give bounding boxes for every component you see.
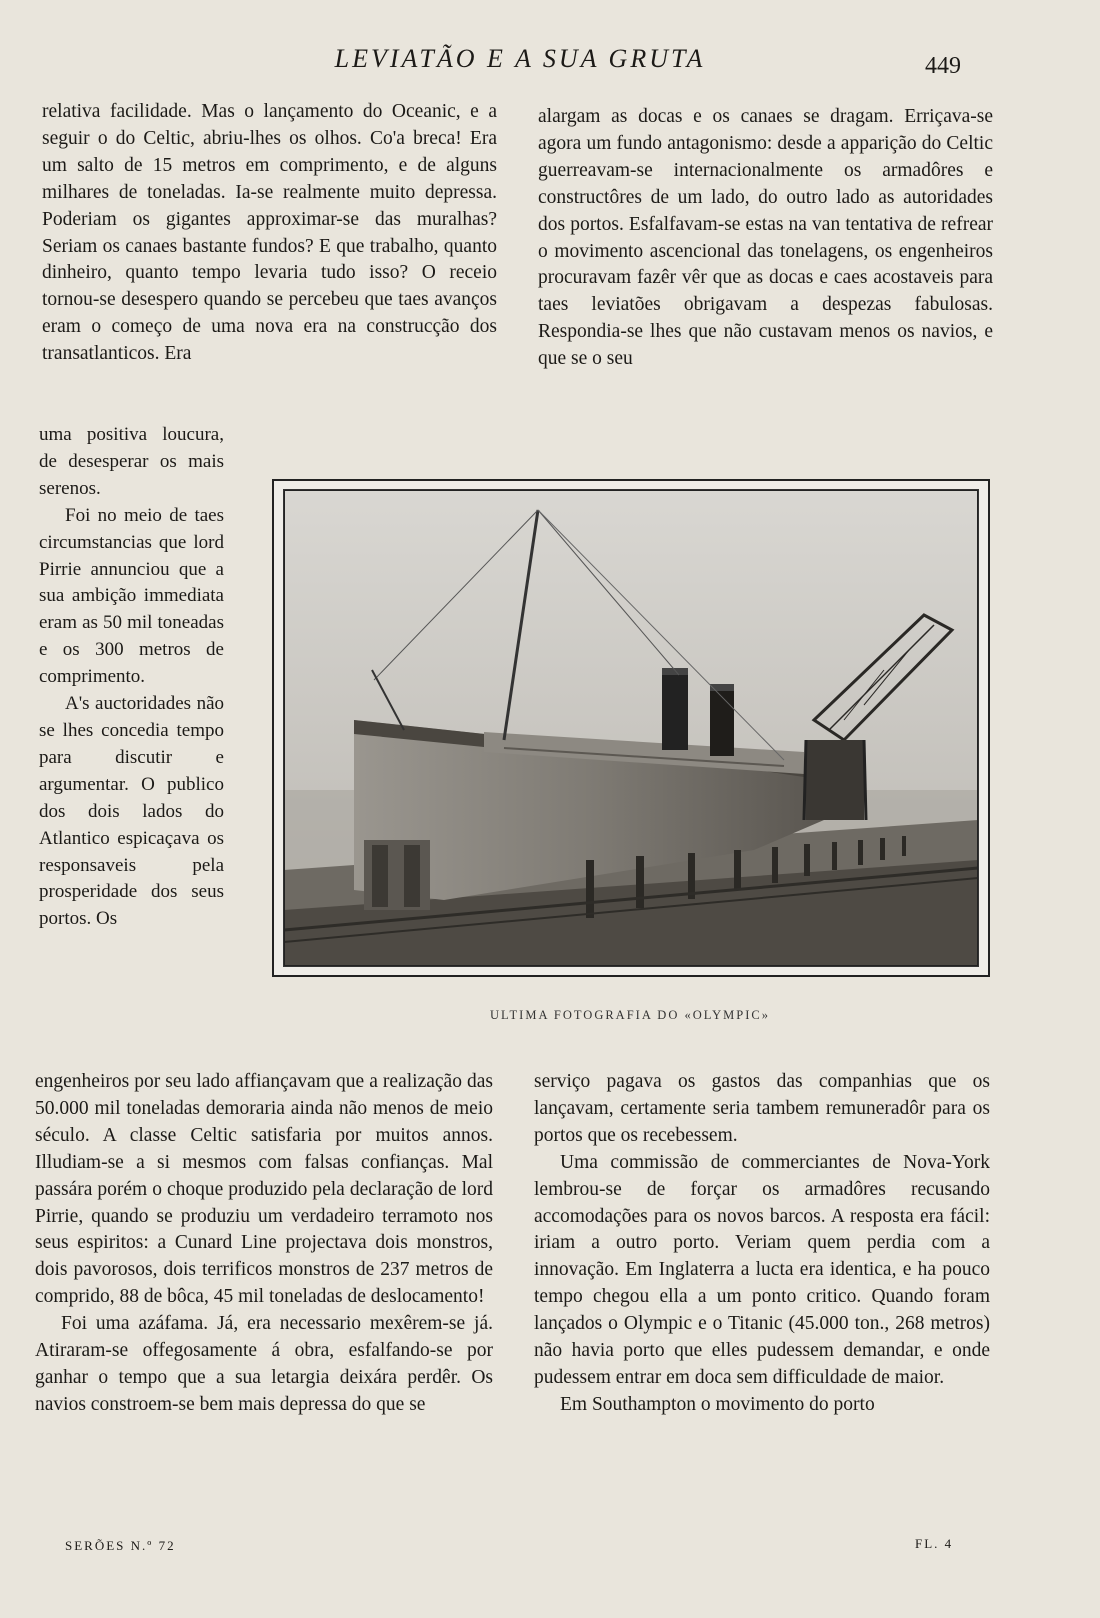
- paragraph: Foi uma azáfama. Já, era necessario mexêrem-se já. Atiraram-se offegosamente á obra, esfalfando-se por ganhar o tempo que a sua letargia deixára perdêr. Os navios constroem-se bem mais depressa do que se: [35, 1313, 493, 1415]
- paragraph: uma positiva loucura, de desesperar os mais serenos.: [39, 424, 224, 499]
- paragraph: A's auctoridades não se lhes concedia tempo para discutir e argumentar. O publico dos dois lados do Atlantico espicaçava os responsaveis pela prosperidade dos seus portos. Os: [39, 693, 224, 930]
- paragraph: engenheiros por seu lado affiançavam que a realização das 50.000 mil toneladas demoraria ainda não menos de meio século. A classe Celtic satisfaria por muitos annos. Illudiam-se a si mesmos com falsas confianças. Mal passára porém o choque produzido pela declaração de lord Pirrie, quando se produziu um verdadeiro terramoto nos seus espiritos: a Cunard Line projectava dois monstros, dois pavorosos, dois terrificos monstros de 237 metros de comprido, 88 de bôca, 45 mil toneladas de deslocamento!: [35, 1071, 493, 1308]
- page-number: 449: [925, 53, 961, 79]
- olympic-ship-illustration: [284, 490, 978, 966]
- paragraph: serviço pagava os gastos das companhias que os lançavam, certamente seria tambem remuneradôr para os portos que os recebessem.: [534, 1071, 990, 1146]
- left-column-bottom: [35, 1069, 493, 1419]
- ship-photograph: [272, 479, 990, 977]
- paragraph: relativa facilidade. Mas o lançamento do Oceanic, e a seguir o do Celtic, abriu-lhes os olhos. Co'a breca! Era um salto de 15 metros em comprimento, e de alguns milhares de toneladas. Ia-se realmente muito depressa. Poderiam os gigantes approximar-se das muralhas? Seriam os canaes bastante fundos? E que trabalho, quanto dinheiro, quanto tempo levaria tudo isso? O receio tornou-se desespero quando se percebeu que taes avanços eram o começo de uma nova era na construcção dos transatlanticos. Era: [42, 101, 497, 365]
- right-column-bottom: [534, 1069, 990, 1419]
- left-column-narrow: [39, 422, 224, 933]
- footer-signature: SERÕES N.º 72: [65, 1538, 176, 1553]
- paragraph: alargam as docas e os canaes se dragam. Erriçava-se agora um fundo antagonismo: desde a apparição do Celtic guerreavam-se internacionalmente os armadôres e constructôres de um lado, do outro lado as autoridades dos portos. Esfalfavam-se estas na van tentativa de refrear o movimento ascencional das tonelagens, os engenheiros procuravam fazêr vêr que as docas e caes acostaveis para taes leviatões obrigavam a despezas fabulosas. Respondia-se lhes que não custavam menos os navios, e que se o seu: [538, 106, 993, 370]
- photo-frame: [283, 489, 979, 967]
- photo-caption: ULTIMA FOTOGRAFIA DO «OLYMPIC»: [490, 1008, 770, 1022]
- running-title: LEVIATÃO E A SUA GRUTA: [334, 44, 706, 73]
- footer-sheet-number: FL. 4: [915, 1536, 954, 1551]
- paragraph: Foi no meio de taes circumstancias que lord Pirrie annunciou que a sua ambição immediata eram as 50 mil toneadas e os 300 metros de comprimento.: [39, 504, 224, 688]
- paragraph: Uma commissão de commerciantes de Nova-York lembrou-se de forçar os armadôres recusando accomodações para os novos barcos. A resposta era fácil: iriam a outro porto. Veriam quem perdia com a innovação. Em Inglaterra a lucta era identica, e ha pouco tempo chegou ella a um ponto critico. Quando foram lançados o Olympic e o Titanic (45.000 ton., 268 metros) não havia porto que elles pudessem demandar, e onde pudessem entrar em doca sem difficuldade de maior.: [534, 1151, 990, 1388]
- paragraph: Em Southampton o movimento do porto: [560, 1393, 875, 1415]
- right-column-top: [538, 104, 993, 373]
- left-column-top: [42, 99, 497, 368]
